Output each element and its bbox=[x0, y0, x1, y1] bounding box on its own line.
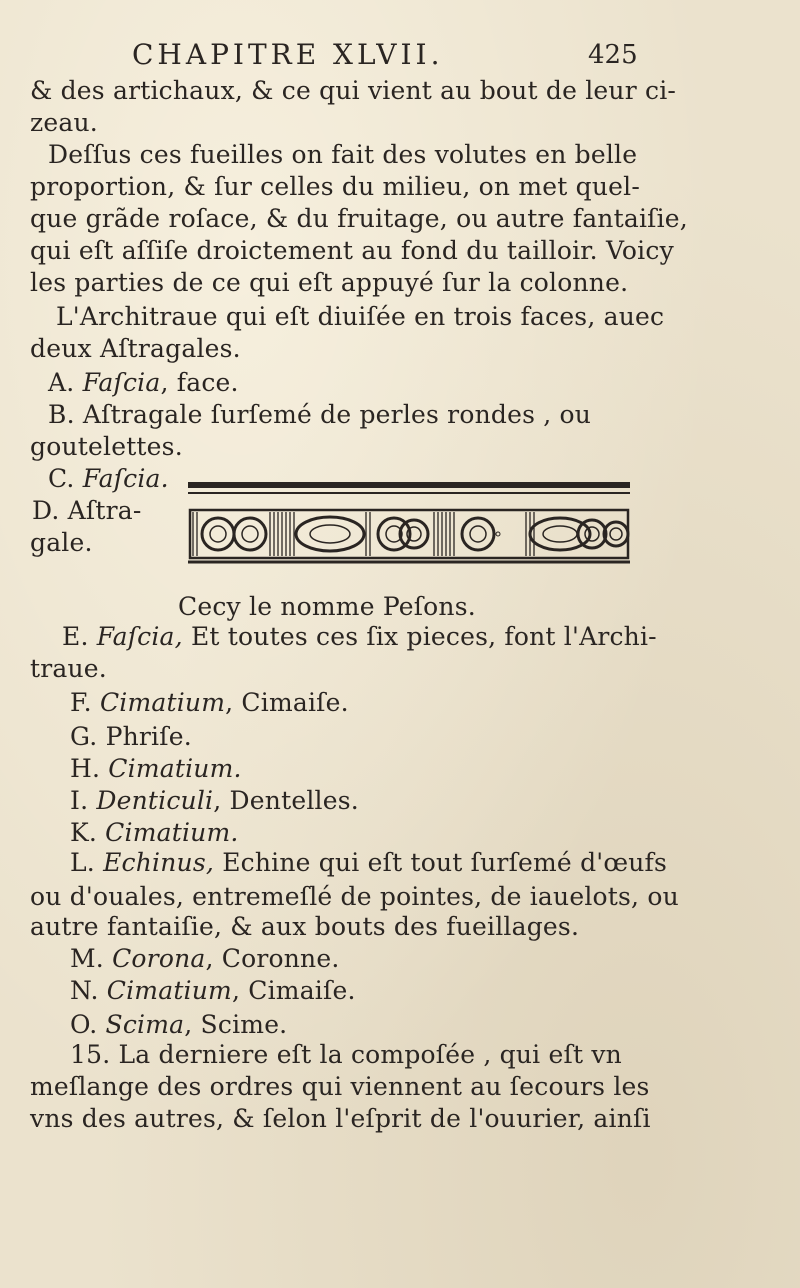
text-run: O. bbox=[70, 1010, 106, 1039]
text-line bbox=[30, 882, 800, 912]
text-run: 15. La derniere eſt la compoſée , qui eſt vn bbox=[70, 1040, 622, 1069]
text-run: , Dentelles. bbox=[213, 786, 359, 815]
bead-6 bbox=[578, 520, 606, 548]
text-run: E. bbox=[62, 622, 97, 651]
astragale-ornament-figure bbox=[188, 480, 630, 564]
oval-ornament-2 bbox=[530, 518, 590, 550]
latin-term: Corona bbox=[112, 944, 206, 973]
latin-term: Scima bbox=[105, 1010, 185, 1039]
text-run: , Scime. bbox=[184, 1010, 288, 1039]
text-line bbox=[30, 76, 800, 106]
text-run: goutelettes. bbox=[30, 432, 183, 461]
running-title: CHAPITRE XLVII. bbox=[132, 38, 444, 71]
text-run: deux Aſtragales. bbox=[30, 334, 241, 363]
text-run: les parties de ce qui eſt appuyé ſur la colonne. bbox=[30, 268, 629, 297]
latin-term: Cimatium bbox=[106, 976, 232, 1005]
text-run: gale. bbox=[30, 528, 93, 557]
text-line bbox=[70, 818, 800, 848]
bead-2 bbox=[234, 518, 266, 550]
text-line bbox=[48, 368, 800, 398]
text-line bbox=[70, 1040, 800, 1070]
latin-term: Faſcia, bbox=[96, 622, 183, 651]
text-run: Et toutes ces ſix pieces, font l'Archi- bbox=[182, 622, 657, 651]
text-run: , Coronne. bbox=[205, 944, 340, 973]
text-run: ou d'ouales, entremeſlé de pointes, de iauelots, ou bbox=[30, 882, 679, 911]
text-line bbox=[48, 140, 800, 170]
text-line bbox=[70, 688, 800, 718]
text-line bbox=[30, 1072, 800, 1102]
oval-ornament-1 bbox=[296, 517, 364, 551]
text-run: I. bbox=[70, 786, 97, 815]
text-line bbox=[30, 172, 800, 202]
text-line bbox=[30, 204, 800, 234]
latin-term: Denticuli bbox=[96, 786, 214, 815]
text-run: L. bbox=[70, 848, 104, 877]
text-run: A. bbox=[48, 368, 83, 397]
latin-term: Cimatium. bbox=[108, 754, 242, 783]
text-run: Echine qui eſt tout ſurſemé d'œufs bbox=[214, 848, 668, 877]
text-run: F. bbox=[70, 688, 100, 717]
bead-ornaments bbox=[202, 517, 628, 551]
text-run: que grãde roſace, & du fruitage, ou autre fantaiſie, bbox=[30, 204, 688, 233]
text-line bbox=[56, 302, 800, 332]
text-line bbox=[70, 722, 800, 752]
text-line bbox=[48, 400, 800, 430]
text-line bbox=[178, 592, 800, 622]
text-run: M. bbox=[70, 944, 113, 973]
text-run: , Cimaiſe. bbox=[225, 688, 349, 717]
text-run: vns des autres, & ſelon l'eſprit de l'ouurier, ainſi bbox=[30, 1104, 651, 1133]
page-number: 425 bbox=[588, 40, 638, 70]
text-run: G. Phriſe. bbox=[70, 722, 192, 751]
text-run: , face. bbox=[160, 368, 239, 397]
text-run: D. Aſtra- bbox=[32, 496, 142, 525]
ornament-top-rule bbox=[188, 482, 630, 488]
text-run: & des artichaux, & ce qui vient au bout de leur ci- bbox=[30, 76, 677, 105]
text-line bbox=[70, 786, 800, 816]
text-run: Deſſus ces fueilles on fait des volutes en belle bbox=[48, 140, 638, 169]
latin-term: Faſcia bbox=[82, 368, 161, 397]
text-line bbox=[70, 848, 800, 878]
text-run: B. Aſtragale ſurſemé de perles rondes , ou bbox=[48, 400, 592, 429]
latin-term: Cimatium bbox=[99, 688, 226, 717]
text-line bbox=[70, 976, 800, 1006]
latin-term: Echinus, bbox=[103, 848, 215, 877]
latin-term: Faſcia. bbox=[82, 464, 169, 493]
text-run: K. bbox=[70, 818, 106, 847]
text-run: autre fantaiſie, & aux bouts des fueillages. bbox=[30, 912, 580, 941]
text-line bbox=[30, 108, 800, 138]
text-run: C. bbox=[48, 464, 83, 493]
text-line bbox=[30, 432, 800, 462]
text-line bbox=[30, 654, 800, 684]
text-run: , Cimaiſe. bbox=[231, 976, 356, 1005]
text-line bbox=[70, 1010, 800, 1040]
latin-term: Cimatium. bbox=[105, 818, 239, 847]
text-run: zeau. bbox=[30, 108, 98, 137]
text-line bbox=[30, 912, 800, 942]
text-run: L'Architraue qui eſt diuiſée en trois faces, auec bbox=[56, 302, 665, 331]
text-line bbox=[30, 1104, 800, 1134]
bead-4 bbox=[400, 520, 428, 548]
bead-1 bbox=[202, 518, 234, 550]
text-line bbox=[30, 268, 800, 298]
text-run: N. bbox=[70, 976, 107, 1005]
text-run: qui eſt aſſiſe droictement au fond du tailloir. Voicy bbox=[30, 236, 674, 265]
text-run: traue. bbox=[30, 654, 107, 683]
text-run: meſlange des ordres qui viennent au ſecours les bbox=[30, 1072, 650, 1101]
text-line bbox=[62, 622, 800, 652]
bead-7 bbox=[604, 522, 628, 546]
text-line bbox=[30, 236, 800, 266]
text-line bbox=[70, 754, 800, 784]
text-run: Cecy le nomme Peſons. bbox=[178, 592, 476, 621]
text-line bbox=[30, 334, 800, 364]
bead-5 bbox=[462, 518, 494, 550]
text-line bbox=[70, 944, 800, 974]
text-run: H. bbox=[70, 754, 109, 783]
text-run: proportion, & ſur celles du milieu, on met quel- bbox=[30, 172, 640, 201]
